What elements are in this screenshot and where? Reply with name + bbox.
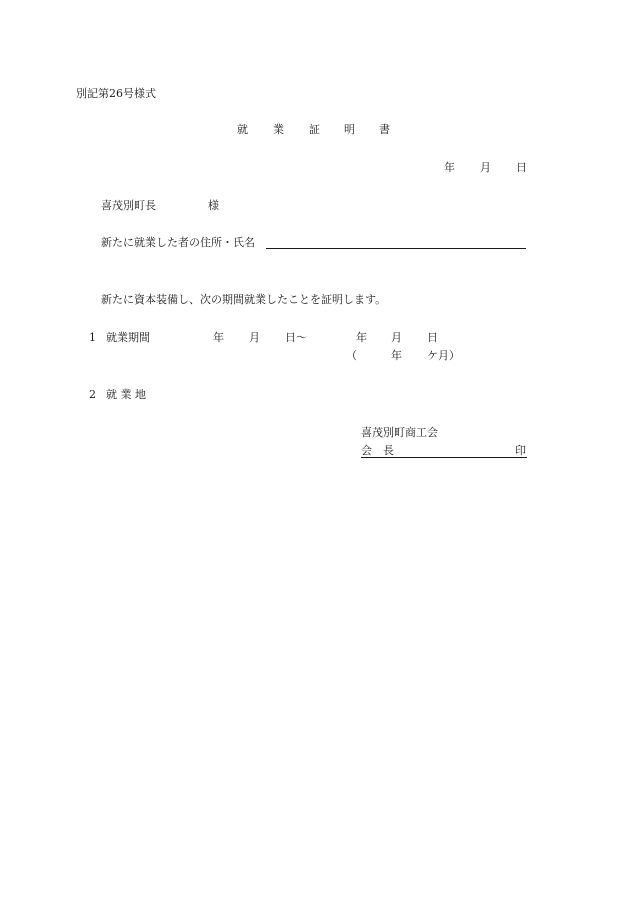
duration-month: ケ月） [427, 349, 460, 362]
to-month: 月 [391, 331, 402, 344]
item1-label: 就業期間 [106, 331, 150, 344]
issuer-org: 喜茂別町商工会 [361, 426, 438, 439]
title-char: 証 [309, 123, 320, 136]
from-day: 日～ [285, 331, 307, 344]
addressee-honorific: 様 [208, 199, 219, 212]
statement-text: 新たに資本装備し、次の期間就業したことを証明します。 [101, 293, 387, 306]
item2-label: 就 業 地 [106, 388, 146, 401]
date-month: 月 [480, 161, 491, 174]
issuer-title: 会 長 [361, 444, 394, 457]
duration-open-paren: （ [346, 349, 357, 362]
from-month: 月 [249, 331, 260, 344]
date-day: 日 [516, 161, 527, 174]
addressee-name: 喜茂別町長 [101, 199, 156, 212]
title-char: 業 [273, 123, 284, 136]
title-char: 明 [344, 123, 355, 136]
issuer-seal: 印 [515, 444, 526, 457]
from-year: 年 [213, 331, 224, 344]
issuer-signature-underline[interactable] [361, 457, 527, 458]
date-year: 年 [444, 161, 455, 174]
form-number: 別記第26号様式 [76, 87, 156, 100]
title-char: 就 [237, 123, 248, 136]
item1-number: 1 [89, 331, 96, 344]
title-char: 書 [379, 123, 390, 136]
item2-number: 2 [89, 388, 96, 401]
duration-year: 年 [391, 349, 402, 362]
applicant-field-underline[interactable] [266, 248, 526, 249]
to-day: 日 [427, 331, 438, 344]
to-year: 年 [356, 331, 367, 344]
applicant-label: 新たに就業した者の住所・氏名 [101, 236, 255, 249]
